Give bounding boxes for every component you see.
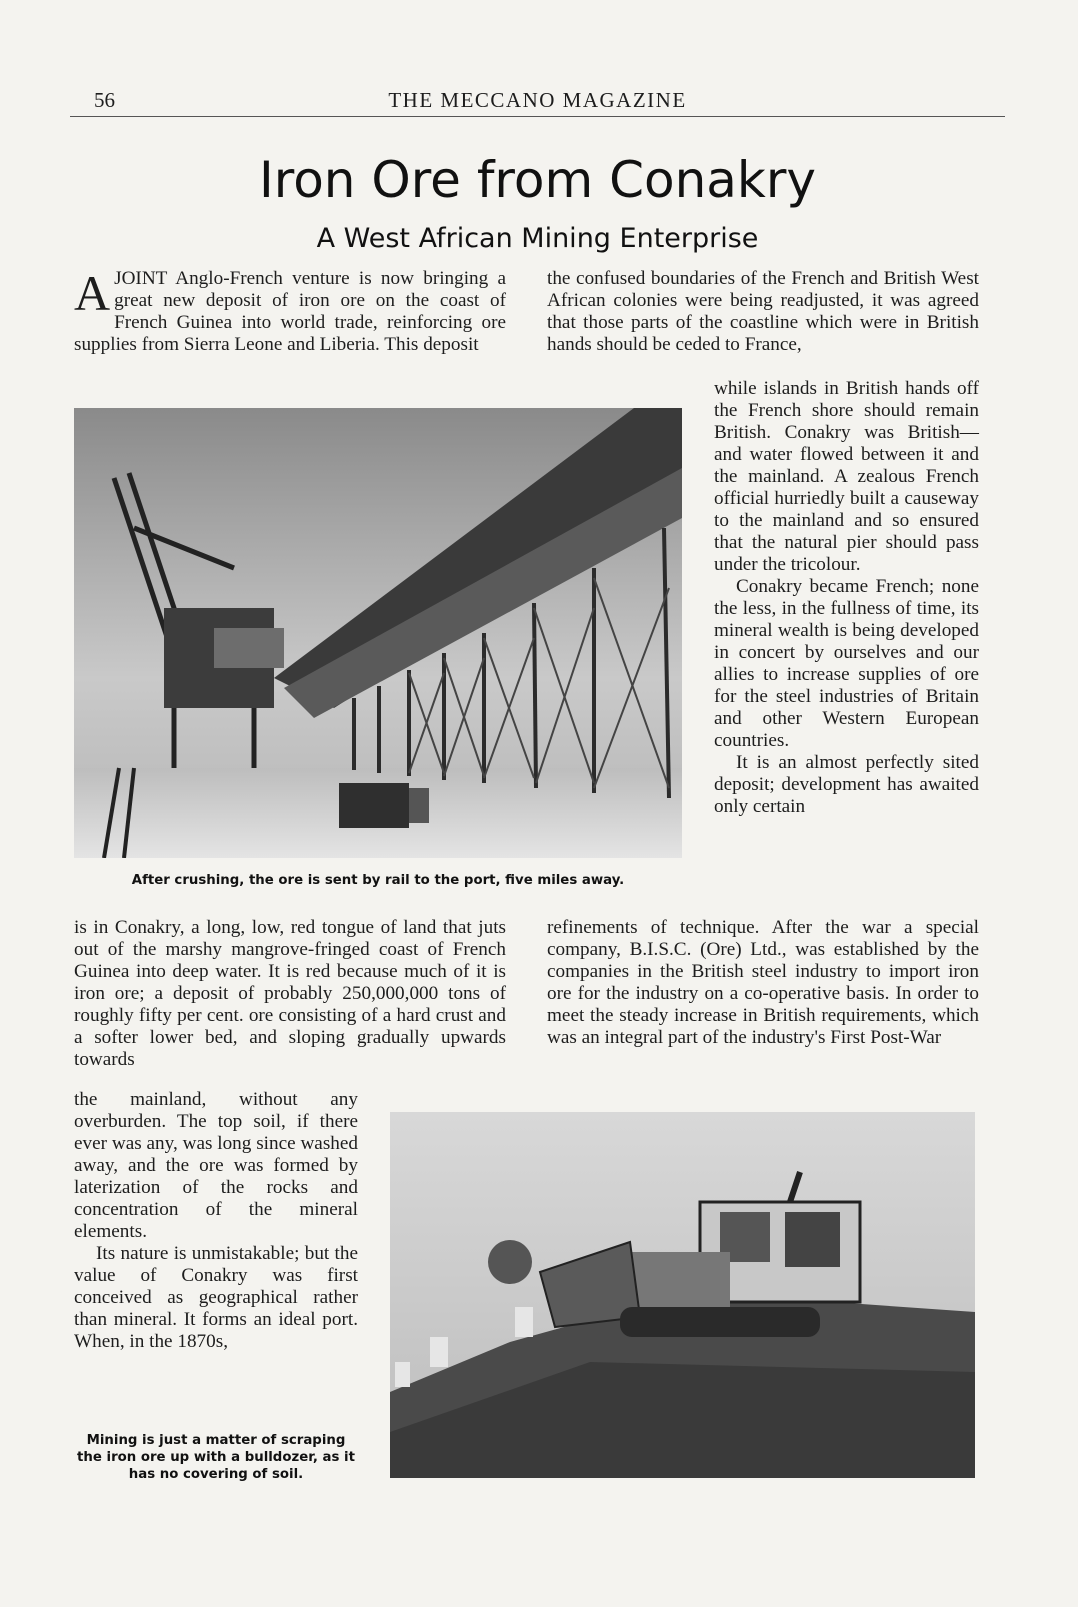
gantry-photo-caption: After crushing, the ore is sent by rail to the port, five miles away. [131,873,625,888]
article-title: Iron Ore from Conakry [258,151,817,209]
col2-paragraph-1-cont: while islands in British hands off the French shore should remain British. Conakry was British—and water flowed between it and the mainland. A zealous French official hurriedly built a causeway to the mainland and so ensured that the natural pier should pass under the tricolour. [714,378,979,575]
col1-paragraph-2: Its nature is unmistakable; but the value of Conakry was first conceived as geographical rather than mineral. It forms an ideal port. When, in the 1870s, [74,1243,358,1352]
col1-paragraph-cont: is in Conakry, a long, low, red tongue of land that juts out of the marshy mangrove-fringed coast of French Guinea into deep water. It is red because much of it is iron ore; a deposit of probably 250,000,000 tons of roughly fifty per cent. ore consisting of a hard crust and a softer lower bed, and sloping gradually upwards towards [74,917,506,1070]
intro-paragraph [74,265,506,356]
bulldozer-photo-caption: Mining is just a matter of scraping the iron ore up with a bulldozer, as it has no covering of soil. [77,1433,355,1482]
col1-paragraph-end: the mainland, without any overburden. The top soil, if there ever was any, was long since washed away, and the ore was formed by laterization of the rocks and concentration of the mineral elements. [74,1089,358,1242]
ore-gantry-image [74,408,682,858]
col2-paragraph-3-rest: refinements of technique. After the war a special company, B.I.S.C. (Ore) Ltd., was established by the companies in the British steel industry to import iron ore for the industry on a co-operative basis. In order to meet the steady increase in British requirements, which was an integral part of the industry's First Post-War [547,917,979,1048]
page-header [70,86,1005,117]
col1-narrow-text [74,1089,358,1353]
magazine-title: THE MECCANO MAGAZINE [388,88,687,112]
col2-paragraph-1: the confused boundaries of the French and British West African colonies were being readjusted, it was agreed that those parts of the coastline which were in British hands should be ceded to France, [547,268,979,355]
ore-gantry-photo [74,408,682,858]
col2-paragraph-3-start: It is an almost perfectly sited deposit; development has awaited only certain [714,752,979,817]
article-subtitle: A West African Mining Enterprise [316,223,759,254]
bulldozer-photo [390,1112,975,1478]
col2-paragraph-2: Conakry became French; none the less, in the fullness of time, its mineral wealth is being developed in concert by ourselves and our allies to increase supplies of ore for the steel industries of Britain and other Western European countries. [714,576,979,751]
drop-cap: A [74,265,111,321]
page-number: 56 [94,88,115,112]
intro-text: JOINT Anglo-French venture is now bringing a great new deposit of iron ore on the coast of French Guinea into world trade, reinforcing ore supplies from Sierra Leone and Liberia. This deposit [74,268,506,355]
bulldozer-image [390,1112,975,1478]
col2-narrow-text [714,378,979,818]
